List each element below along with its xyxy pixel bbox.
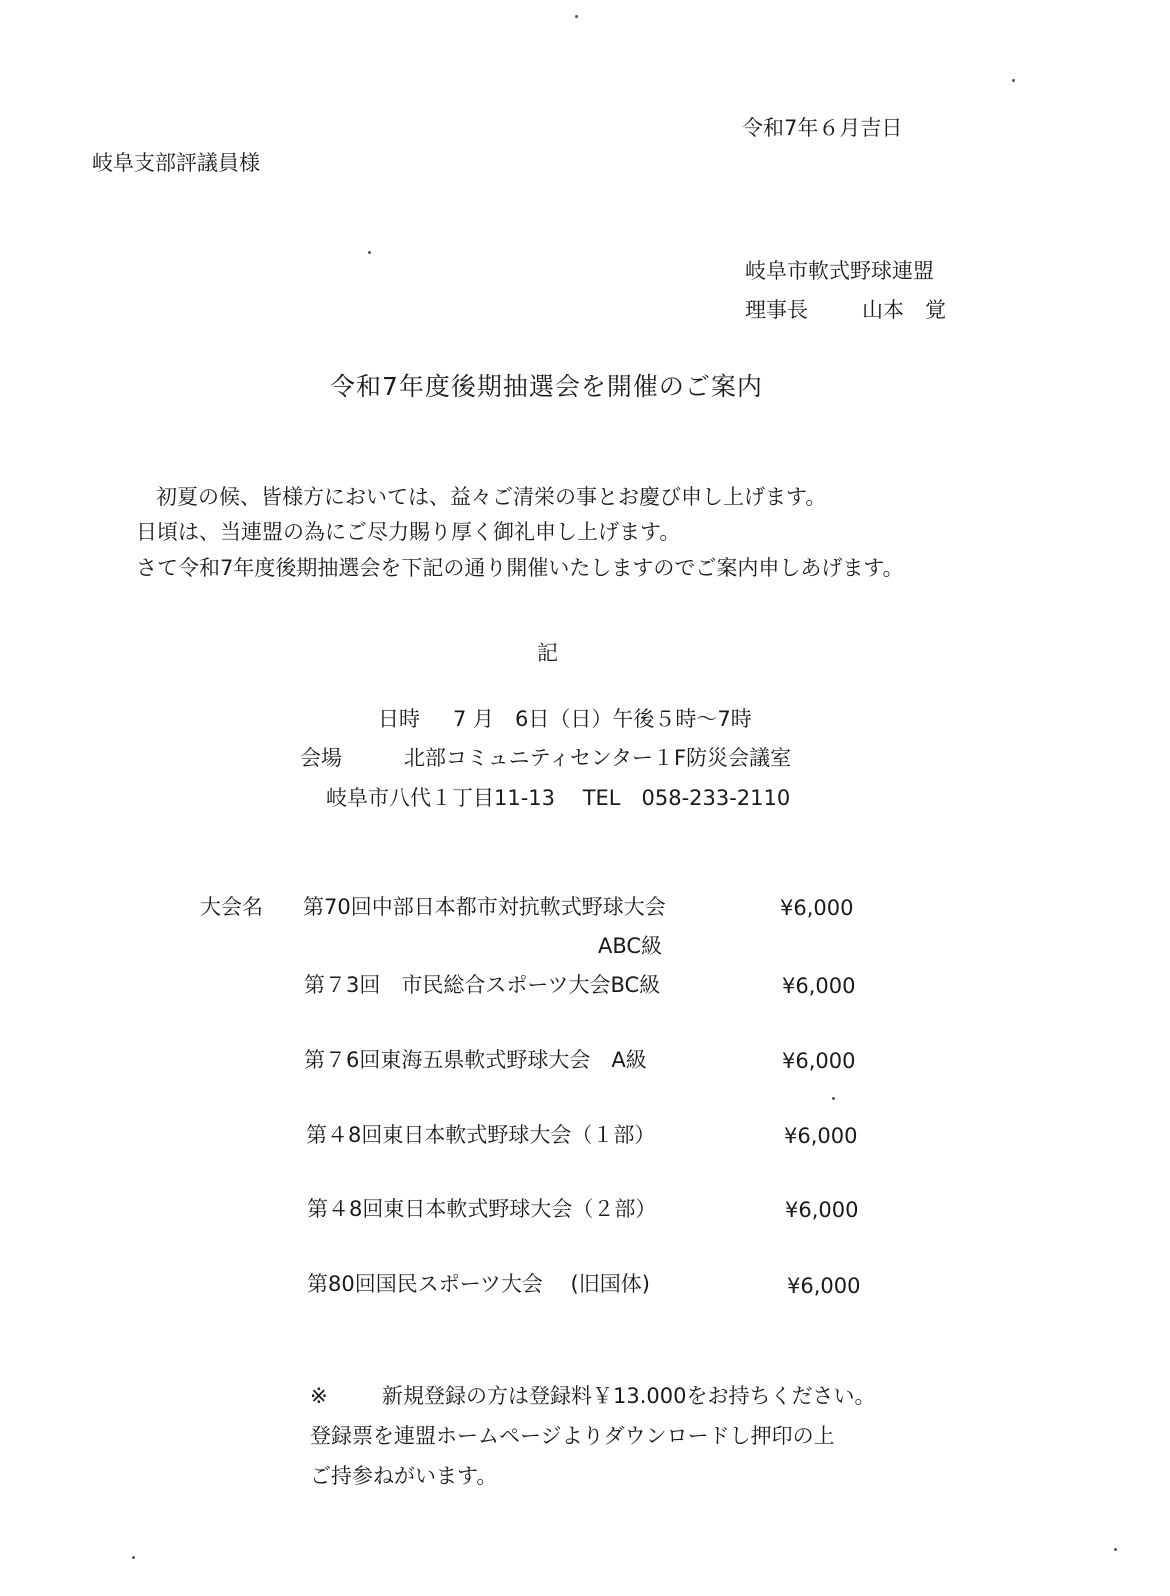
sender-title: 理事長 xyxy=(745,298,808,322)
scan-speck xyxy=(1012,79,1015,82)
tournament-name: 第４8回東日本軟式野球大会（２部） xyxy=(307,1197,657,1221)
tournament-fee: ¥6,000 xyxy=(787,1274,861,1298)
sender-name: 山本 覚 xyxy=(862,298,946,322)
venue-label: 会場 xyxy=(300,746,342,770)
recipient: 岐阜支部評議員様 xyxy=(92,151,260,175)
tournament-fee: ¥6,000 xyxy=(784,1124,858,1148)
ki-heading: 記 xyxy=(537,641,558,665)
note-line: 登録票を連盟ホームページよりダウンロードし押印の上 xyxy=(310,1424,835,1448)
tournament-name: 第80回国民スポーツ大会 (旧国体) xyxy=(307,1272,650,1296)
tournament-name: 第７6回東海五県軟式野球大会 A級 xyxy=(304,1048,647,1072)
tournament-fee: ¥6,000 xyxy=(782,1049,856,1073)
body-line: さて令和7年度後期抽選会を下記の通り開催いたしますのでご案内申しあげます。 xyxy=(136,556,904,580)
scan-speck xyxy=(832,1097,835,1100)
scan-speck xyxy=(575,15,578,18)
body-line: 日頃は、当連盟の為にご尽力賜り厚く御礼申し上げます。 xyxy=(136,520,681,544)
letter-subject: 令和7年度後期抽選会を開催のご案内 xyxy=(330,372,763,401)
tournament-name: 第４8回東日本軟式野球大会（１部） xyxy=(306,1123,656,1147)
tournament-fee: ¥6,000 xyxy=(782,974,856,998)
tournament-name: 第７3回 市民総合スポーツ大会BC級 xyxy=(304,973,661,997)
body-line: 初夏の候、皆様方においては、益々ご清栄の事とお慶び申し上げます。 xyxy=(156,485,827,509)
scan-speck xyxy=(132,1556,135,1559)
note-mark: ※ xyxy=(310,1384,328,1408)
datetime-label: 日時 xyxy=(378,707,420,731)
tournament-name: 第70回中部日本都市対抗軟式野球大会 xyxy=(303,895,666,919)
scan-speck xyxy=(368,251,371,254)
sender-organization: 岐阜市軟式野球連盟 xyxy=(745,259,934,283)
venue-address: 岐阜市八代１丁目11-13 TEL 058-233-2110 xyxy=(326,786,791,810)
tournament-fee: ¥6,000 xyxy=(785,1198,859,1222)
note-line: ご持参ねがいます。 xyxy=(310,1464,498,1488)
venue-value: 北部コミュニティセンター１F防災会議室 xyxy=(404,746,792,770)
tournament-fee: ¥6,000 xyxy=(780,896,854,920)
datetime-value: 7 月 6日（日）午後５時～7時 xyxy=(453,707,752,731)
scan-speck xyxy=(1114,1548,1117,1551)
tournaments-label: 大会名 xyxy=(200,895,263,919)
issue-date: 令和7年６月吉日 xyxy=(742,116,903,140)
note-line: 新規登録の方は登録料￥13.000をお持ちください。 xyxy=(382,1384,876,1408)
tournament-class: ABC級 xyxy=(598,934,663,958)
